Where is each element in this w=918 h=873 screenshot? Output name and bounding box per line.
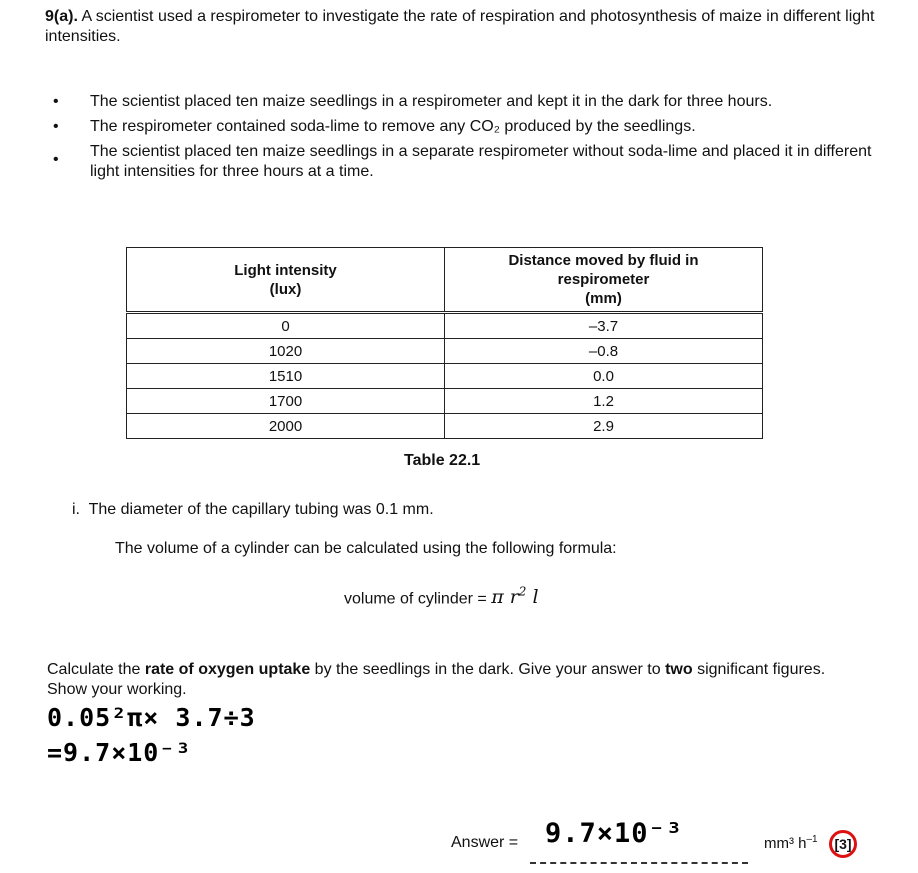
cell-distance: 2.9 bbox=[445, 414, 763, 439]
table-caption: Table 22.1 bbox=[404, 452, 481, 469]
marks-badge: [3] bbox=[829, 830, 857, 858]
cell-distance: 0.0 bbox=[445, 364, 763, 389]
formula-expression: π $r^2$ l bbox=[491, 585, 539, 609]
formula bbox=[344, 585, 539, 608]
header-light-intensity: Light intensity (lux) bbox=[127, 248, 445, 313]
bullet-dot-icon: • bbox=[53, 151, 59, 168]
cell-light-intensity: 1510 bbox=[127, 364, 445, 389]
question-number: 9(a). bbox=[45, 8, 78, 25]
bullet-text: The scientist placed ten maize seedlings in a separate respirometer without soda-lime and placed it in different light intensities for three hours at a time. bbox=[90, 143, 872, 180]
formula-intro: The volume of a cylinder can be calculated using the following formula: bbox=[115, 540, 617, 557]
task-emphasis: rate of oxygen uptake bbox=[144, 661, 311, 678]
bullet-item bbox=[45, 117, 875, 137]
table-row bbox=[127, 313, 763, 339]
bullet-dot-icon: • bbox=[53, 118, 59, 135]
table-header-row bbox=[127, 248, 763, 313]
header-distance-moved: Distance moved by fluid in respirometer (mm) bbox=[445, 248, 763, 313]
part-i bbox=[72, 501, 434, 519]
data-table bbox=[126, 247, 763, 439]
part-i-text: The diameter of the capillary tubing was 0.1 mm. bbox=[88, 501, 434, 518]
task-emphasis: two bbox=[665, 661, 693, 678]
cell-light-intensity: 1700 bbox=[127, 389, 445, 414]
formula-prefix: volume of cylinder = bbox=[344, 590, 492, 608]
cell-distance: 1.2 bbox=[445, 389, 763, 414]
task-text: Calculate the bbox=[47, 661, 145, 678]
answer-value[interactable]: 9.7×10⁻³ bbox=[545, 818, 684, 849]
task-instruction bbox=[47, 660, 847, 700]
table-row bbox=[127, 414, 763, 439]
cell-distance: –0.8 bbox=[445, 339, 763, 364]
handwritten-working-line-1: 0.05²π× 3.7÷3 bbox=[47, 703, 256, 732]
table-row bbox=[127, 364, 763, 389]
bullet-text: The respirometer contained soda-lime to remove any CO₂ produced by the seedlings. bbox=[90, 118, 696, 135]
task-text: significant figures. Show your working. bbox=[47, 661, 826, 698]
table-row bbox=[127, 389, 763, 414]
table-row bbox=[127, 339, 763, 364]
answer-unit bbox=[764, 834, 818, 852]
question-intro: A scientist used a respirometer to investigate the rate of respiration and photosynthesis of maize in different light intensities. bbox=[45, 8, 875, 45]
task-text: by the seedlings in the dark. Give your answer to bbox=[310, 661, 666, 678]
unit-main: mm³ h bbox=[764, 835, 807, 852]
bullet-text: The scientist placed ten maize seedlings in a respirometer and kept it in the dark for three hours. bbox=[90, 93, 773, 110]
bullet-dot-icon: • bbox=[53, 93, 59, 110]
unit-exponent: –1 bbox=[806, 834, 818, 845]
bullet-list bbox=[45, 92, 875, 187]
handwritten-working-line-2: =9.7×10⁻³ bbox=[47, 738, 192, 767]
answer-label: Answer = bbox=[451, 834, 519, 851]
cell-light-intensity: 1020 bbox=[127, 339, 445, 364]
question-heading bbox=[45, 7, 875, 47]
answer-line bbox=[530, 862, 748, 864]
cell-light-intensity: 2000 bbox=[127, 414, 445, 439]
bullet-item bbox=[45, 142, 875, 182]
cell-distance: –3.7 bbox=[445, 313, 763, 339]
part-i-label: i. bbox=[72, 501, 80, 518]
cell-light-intensity: 0 bbox=[127, 313, 445, 339]
bullet-item bbox=[45, 92, 875, 112]
